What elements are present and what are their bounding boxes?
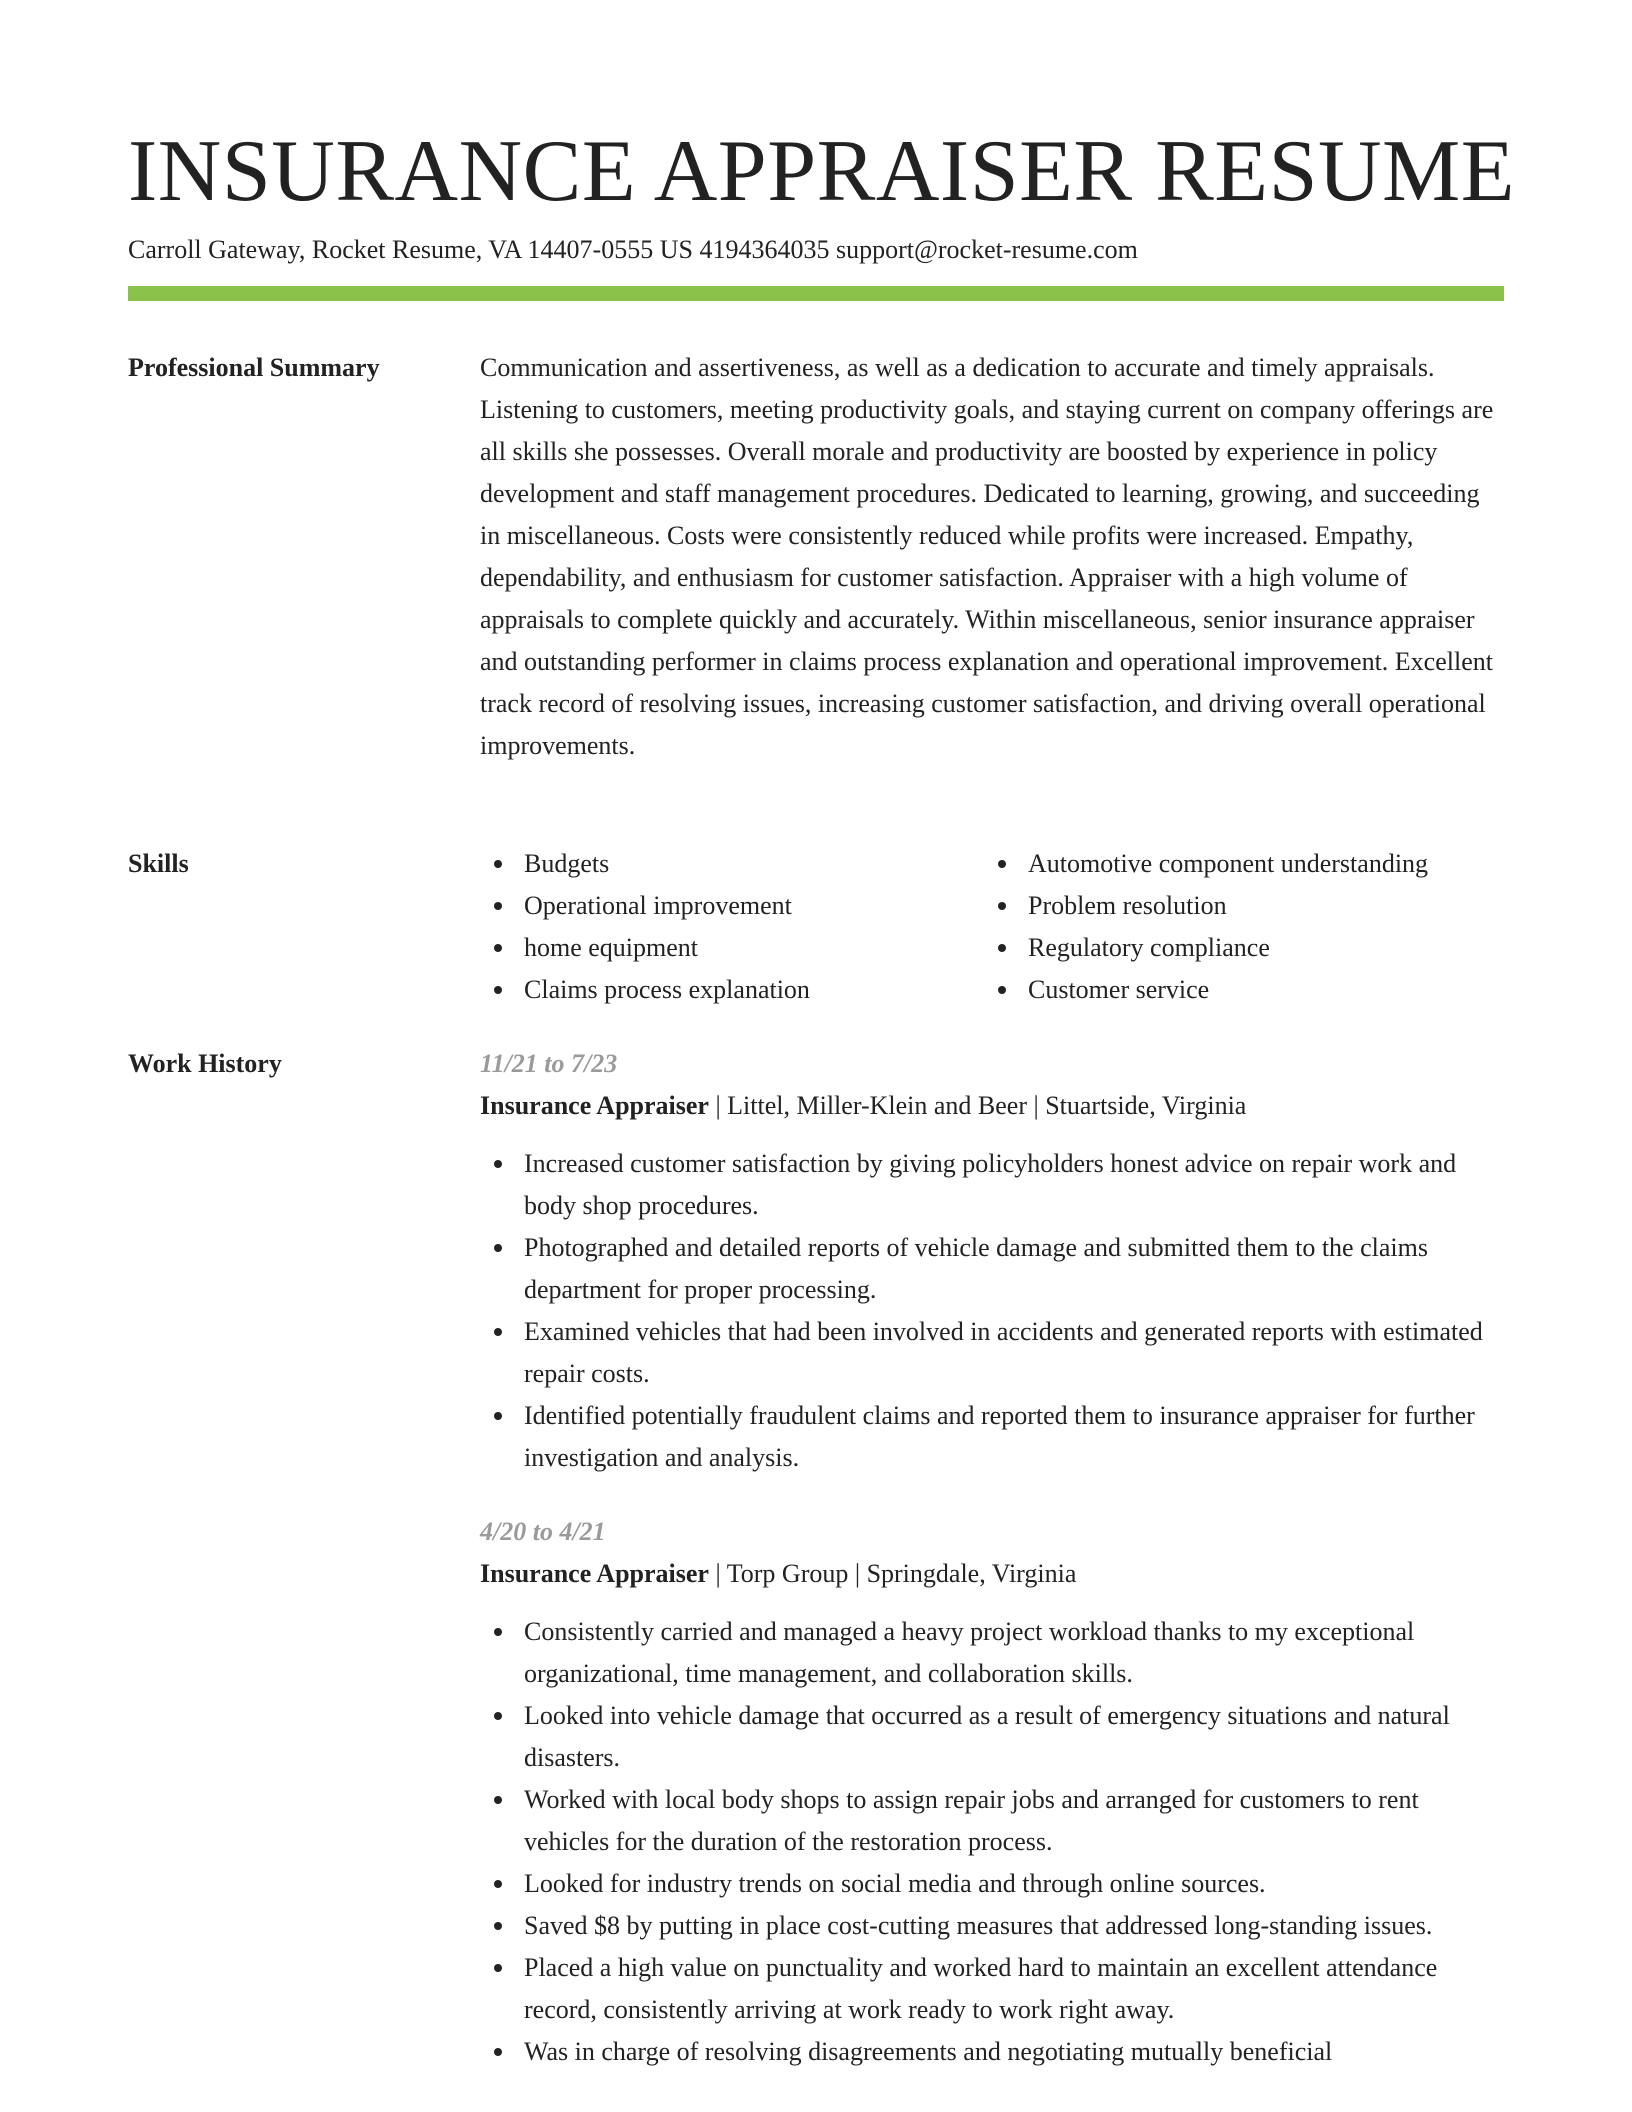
job-bullet: Consistently carried and managed a heavy project workload thanks to my exceptional organizational, time management, and collaboration skills.: [480, 1611, 1504, 1695]
job-bullet: Identified potentially fraudulent claims and reported them to insurance appraiser for further investigation and analysis.: [480, 1395, 1504, 1479]
job-heading: [480, 1553, 1504, 1595]
job-bullet: Saved $8 by putting in place cost-cutting measures that addressed long-standing issues.: [480, 1905, 1504, 1947]
skill-item: Operational improvement: [480, 885, 984, 927]
job-bullet: Looked for industry trends on social media and through online sources.: [480, 1863, 1504, 1905]
skill-item: Claims process explanation: [480, 969, 984, 1011]
job-bullet: Was in charge of resolving disagreements and negotiating mutually beneficial: [480, 2031, 1504, 2073]
skills-column-right: [984, 843, 1488, 1011]
job-bullet: Increased customer satisfaction by giving policyholders honest advice on repair work and body shop procedures.: [480, 1143, 1504, 1227]
job-title: Insurance Appraiser: [480, 1091, 709, 1120]
job-dates: 4/20 to 4/21: [480, 1517, 606, 1546]
summary-section: [480, 347, 1504, 767]
job-bullets: [480, 1143, 1504, 1479]
job-bullet: Placed a high value on punctuality and worked hard to maintain an excellent attendance record, consistently arriving at work ready to work right away.: [480, 1947, 1504, 2031]
header-divider: [128, 286, 1504, 301]
work-history-section: [480, 1043, 1504, 2073]
summary-heading: Professional Summary: [128, 353, 380, 382]
job-bullet: Worked with local body shops to assign repair jobs and arranged for customers to rent vehicles for the duration of the restoration process.: [480, 1779, 1504, 1863]
contact-info: Carroll Gateway, Rocket Resume, VA 14407-0555 US 4194364035 support@rocket-resume.com: [128, 235, 1138, 264]
skill-item: Automotive component understanding: [984, 843, 1488, 885]
job-dates: 11/21 to 7/23: [480, 1049, 618, 1078]
job-heading: [480, 1085, 1504, 1127]
skill-item: home equipment: [480, 927, 984, 969]
job-entry: [480, 1511, 1504, 2073]
skill-item: Regulatory compliance: [984, 927, 1488, 969]
skill-item: Budgets: [480, 843, 984, 885]
summary-text: Communication and assertiveness, as well as a dedication to accurate and timely appraisals. Listening to customers, meeting productivity goals, and staying current on company offerings are all skills she possesses. Overall morale and productivity are boosted by experience in policy development and staff management procedures. Dedicated to learning, growing, and succeeding in miscellaneous. Costs were consistently reduced while profits were increased. Empathy, dependability, and enthusiasm for customer satisfaction. Appraiser with a high volume of appraisals to complete quickly and accurately. Within miscellaneous, senior insurance appraiser and outstanding performer in claims process explanation and operational improvement. Excellent track record of resolving issues, increasing customer satisfaction, and driving overall operational improvements.: [480, 353, 1494, 760]
job-details: | Torp Group | Springdale, Virginia: [708, 1559, 1077, 1588]
job-spacer: [480, 1479, 1504, 1511]
resume-title: INSURANCE APPRAISER RESUME: [128, 123, 1516, 220]
job-bullet: Looked into vehicle damage that occurred as a result of emergency situations and natural disasters.: [480, 1695, 1504, 1779]
skill-item: Problem resolution: [984, 885, 1488, 927]
skills-column-left: [480, 843, 984, 1011]
job-bullet: Photographed and detailed reports of vehicle damage and submitted them to the claims department for proper processing.: [480, 1227, 1504, 1311]
job-entry: [480, 1043, 1504, 1479]
work-history-heading: Work History: [128, 1049, 282, 1078]
job-details: | Littel, Miller-Klein and Beer | Stuartside, Virginia: [708, 1091, 1247, 1120]
skills-heading: Skills: [128, 849, 189, 878]
skill-item: Customer service: [984, 969, 1488, 1011]
skills-section: [480, 843, 1504, 1011]
job-bullet: Examined vehicles that had been involved in accidents and generated reports with estimated repair costs.: [480, 1311, 1504, 1395]
job-bullets: [480, 1611, 1504, 2073]
job-title: Insurance Appraiser: [480, 1559, 709, 1588]
